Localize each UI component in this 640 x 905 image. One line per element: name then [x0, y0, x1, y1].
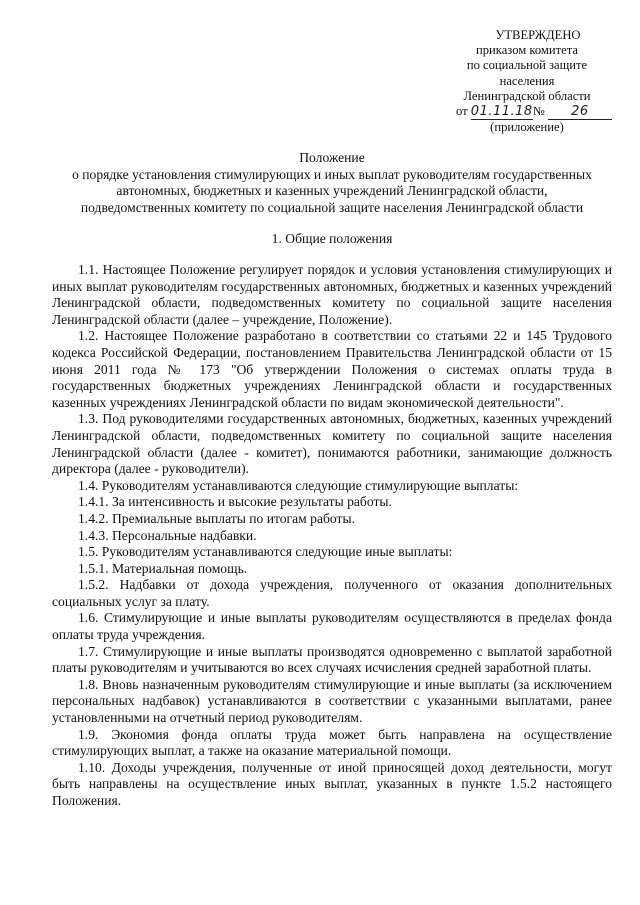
paragraph-1-1: 1.1. Настоящее Положение регулирует порядок и условия установления стимулирующих и иных выплат руководителям государственных автономных, бюджетных и казенных учреждений Ленинградской области, подведомственных комитету по социальной защите населения Ленинградской области (далее – учреждение, Положение). — [52, 262, 612, 327]
paragraph-1-6: 1.6. Стимулирующие и иные выплаты руководителям осуществляются в пределах фонда оплаты труда учреждения. — [52, 610, 612, 643]
paragraph-1-5: 1.5. Руководителям устанавливаются следующие иные выплаты: — [78, 544, 453, 560]
paragraph-1-4-2: 1.4.2. Премиальные выплаты по итогам работы. — [78, 510, 355, 526]
approval-line-3: Ленинградской области — [463, 88, 591, 103]
approval-stamp-block — [438, 28, 616, 135]
paragraph-1-4-1: 1.4.1. За интенсивность и высокие результаты работы. — [78, 494, 392, 510]
approval-date-prefix: от — [456, 104, 468, 119]
section-title: 1. Общие положения — [271, 231, 393, 246]
paragraph-1-4: 1.4. Руководителям устанавливаются следующие стимулирующие выплаты: — [78, 477, 519, 493]
approval-number-sign: № — [532, 104, 545, 119]
paragraph-1-10: 1.10. Доходы учреждения, полученные от иной приносящей доход деятельности, могут быть направлены на осуществление иных выплат, указанных в пункте 1.5.2 настоящего Положения. — [52, 759, 612, 808]
paragraph-1-4-3: 1.4.3. Персональные надбавки. — [78, 527, 257, 543]
approval-line-1: приказом комитета — [476, 43, 578, 58]
paragraph-1-8: 1.8. Вновь назначенным руководителям стимулирующие и иные выплаты (за исключением персональных надбавок) устанавливаются в соответствии с указанными выплатами, ранее установленными на отчетный период руководителям. — [52, 676, 612, 726]
approval-note: (приложение) — [490, 120, 564, 135]
document-heading — [40, 150, 624, 216]
approval-date-value: 01.11.18 — [470, 104, 533, 120]
approval-date-line — [438, 104, 616, 120]
approval-title: УТВЕРЖДЕНО — [495, 28, 581, 42]
paragraph-1-7: 1.7. Стимулирующие и иные выплаты производятся одновременно с выплатой заработной платы руководителям и учитываются во всех случаях исчисления средней заработной платы. — [52, 643, 612, 676]
document-subtitle-line-1: о порядке установления стимулирующих и иных выплат руководителям государственных — [72, 166, 592, 182]
paragraph-1-9: 1.9. Экономия фонда оплаты труда может быть направлена на осуществление стимулирующих выплат, а также на оказание материальной помощи. — [52, 726, 612, 759]
paragraph-1-5-2: 1.5.2. Надбавки от дохода учреждения, полученного от оказания дополнительных социальных услуг за плату. — [52, 577, 612, 609]
approval-number-value: 26 — [548, 104, 612, 120]
paragraph-1-3: 1.3. Под руководителями государственных автономных, бюджетных, казенных учреждений Ленинградской области, подведомственных комитету по социальной защите населения Ленинградской области (далее - комитет), понимаются работники, занимающие должность директора (далее - руководители). — [52, 411, 612, 477]
approval-line-2: по социальной защите населения — [466, 58, 588, 88]
document-body — [52, 262, 612, 810]
paragraph-1-2: 1.2. Настоящее Положение разработано в соответствии со статьями 22 и 145 Трудового кодекса Российской Федерации, постановлением Правительства Ленинградской области от 15 июня 2011 года № 173 "Об утверждении Положения о системах оплаты труда в государственных бюджетных учреждениях Ленинградской области и государственных казенных учреждениях Ленинградской области по видам экономической деятельности". — [52, 328, 612, 410]
paragraph-1-5-1: 1.5.1. Материальная помощь. — [78, 560, 248, 576]
document-subtitle-line-3: подведомственных комитету по социальной защите населения Ленинградской области — [80, 199, 584, 215]
document-subtitle-line-2: автономных, бюджетных и казенных учреждений Ленинградской области, — [116, 183, 548, 199]
document-title: Положение — [299, 150, 365, 165]
